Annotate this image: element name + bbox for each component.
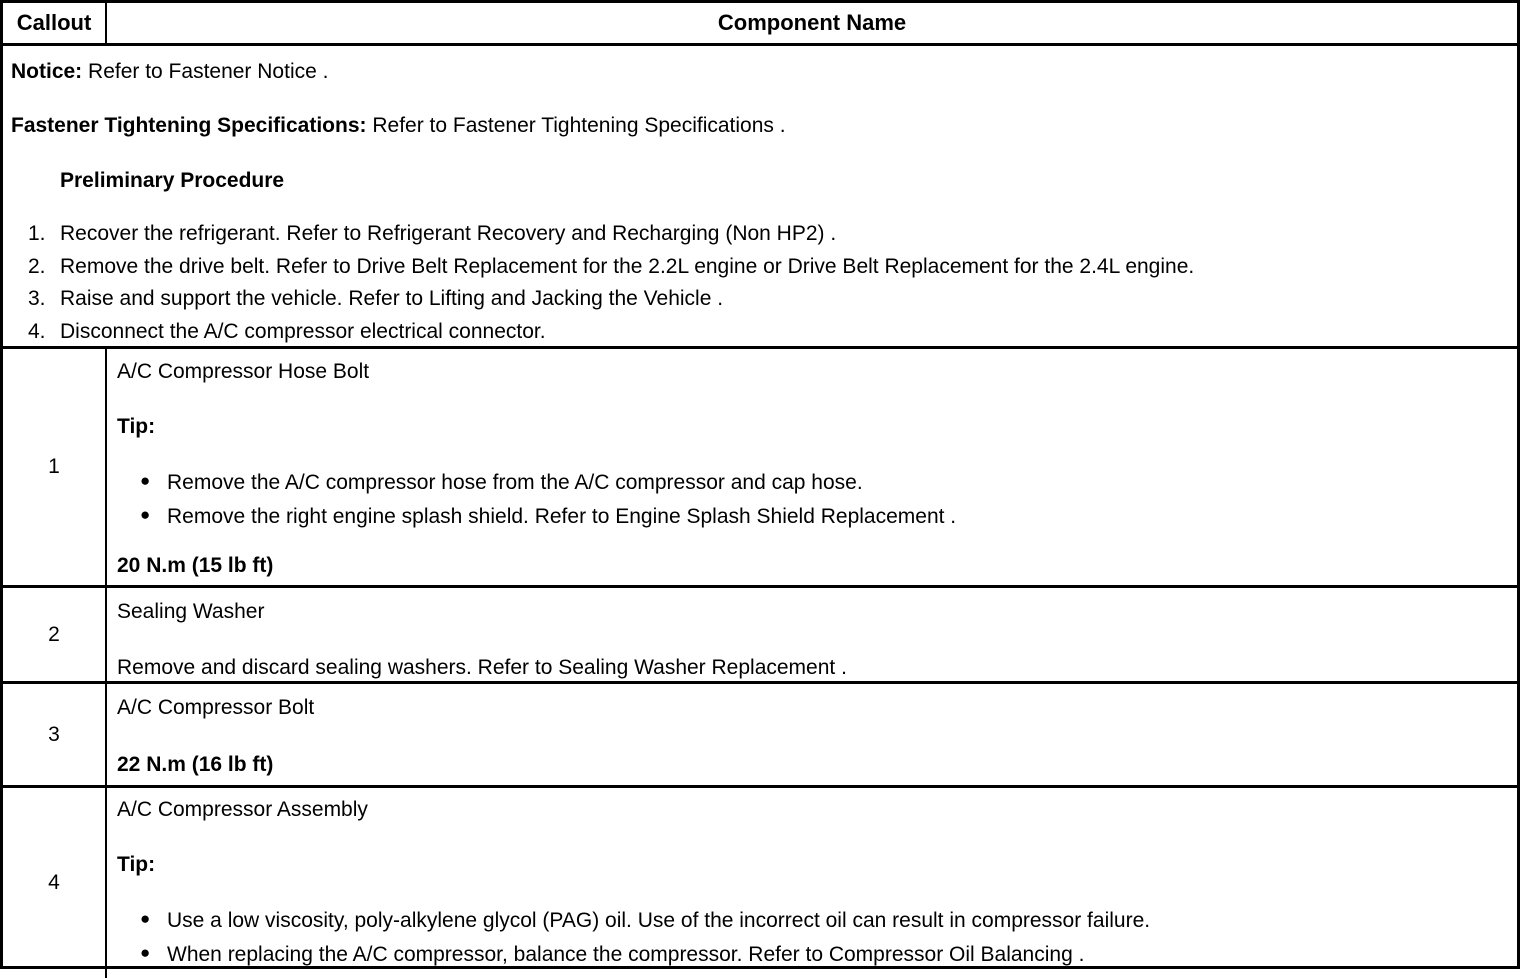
table-row — [3, 788, 1517, 978]
tip-bullet-list — [117, 472, 1507, 528]
fastener-spec-label: Fastener Tightening Specifications: — [11, 114, 367, 137]
fastener-spec-line — [11, 115, 1509, 137]
bullet-icon: ● — [140, 471, 151, 490]
step-text: Disconnect the A/C compressor electrical connector. — [60, 319, 546, 343]
bullet-icon: ● — [140, 505, 151, 524]
tip-label: Tip: — [117, 415, 156, 438]
tip-bullet-list — [117, 910, 1507, 966]
list-item — [11, 256, 1509, 289]
bullet-text: Use a low viscosity, poly-alkylene glycol (PAG) oil. Use of the incorrect oil can result in compressor failure. — [167, 909, 1151, 932]
notice-line — [11, 61, 1509, 83]
component-name-column-header: Component Name — [717, 10, 907, 35]
step-number: 4. — [28, 319, 46, 343]
bullet-text: Remove the right engine splash shield. Refer to Engine Splash Shield Replacement . — [167, 505, 957, 528]
bullet-icon: ● — [140, 909, 151, 928]
table-row — [3, 684, 1517, 788]
bullet-icon: ● — [140, 943, 151, 962]
list-item — [11, 223, 1509, 256]
list-item — [117, 944, 1507, 966]
callout-column-header: Callout — [3, 3, 107, 43]
fastener-spec-text: Refer to Fastener Tightening Specifications . — [366, 114, 786, 137]
step-number: 3. — [28, 287, 46, 310]
list-item — [117, 506, 1507, 528]
table-header-row — [3, 3, 1517, 46]
callout-number: 4 — [3, 788, 107, 978]
callout-number: 2 — [3, 588, 107, 681]
torque-spec: 22 N.m (16 lb ft) — [117, 753, 274, 776]
list-item — [117, 472, 1507, 494]
component-title: A/C Compressor Bolt — [117, 696, 315, 719]
component-cell — [107, 349, 1517, 585]
table-row — [3, 588, 1517, 684]
preliminary-procedure-heading: Preliminary Procedure — [60, 169, 285, 192]
component-title: Sealing Washer — [117, 600, 265, 623]
notice-label: Notice: — [11, 60, 83, 83]
component-cell — [107, 588, 1517, 681]
list-item — [11, 288, 1509, 321]
callout-number: 3 — [3, 684, 107, 785]
step-number: 1. — [28, 222, 46, 245]
bullet-text: Remove the A/C compressor hose from the A/C compressor and cap hose. — [167, 471, 863, 494]
component-title: A/C Compressor Assembly — [117, 798, 368, 821]
callout-number: 1 — [3, 349, 107, 585]
component-cell — [107, 788, 1517, 978]
torque-spec: 20 N.m (15 lb ft) — [117, 554, 274, 577]
table-row — [3, 349, 1517, 588]
step-text: Remove the drive belt. Refer to Drive Belt Replacement for the 2.2L engine or Drive Belt Replacement for the 2.4L engine. — [60, 254, 1195, 278]
notice-text: Refer to Fastener Notice . — [82, 60, 329, 83]
tip-label: Tip: — [117, 853, 156, 876]
step-text: Recover the refrigerant. Refer to Refrigerant Recovery and Recharging (Non HP2) . — [60, 222, 837, 245]
preliminary-section — [3, 46, 1517, 349]
component-title: A/C Compressor Hose Bolt — [117, 360, 370, 383]
component-cell — [107, 684, 1517, 785]
list-item — [117, 910, 1507, 932]
component-description: Remove and discard sealing washers. Refer to Sealing Washer Replacement . — [117, 656, 847, 679]
step-number: 2. — [28, 254, 46, 278]
bullet-text: When replacing the A/C compressor, balance the compressor. Refer to Compressor Oil Balancing . — [167, 943, 1085, 966]
preliminary-steps-list — [11, 223, 1509, 349]
list-item — [11, 321, 1509, 350]
step-text: Raise and support the vehicle. Refer to Lifting and Jacking the Vehicle . — [60, 287, 724, 310]
